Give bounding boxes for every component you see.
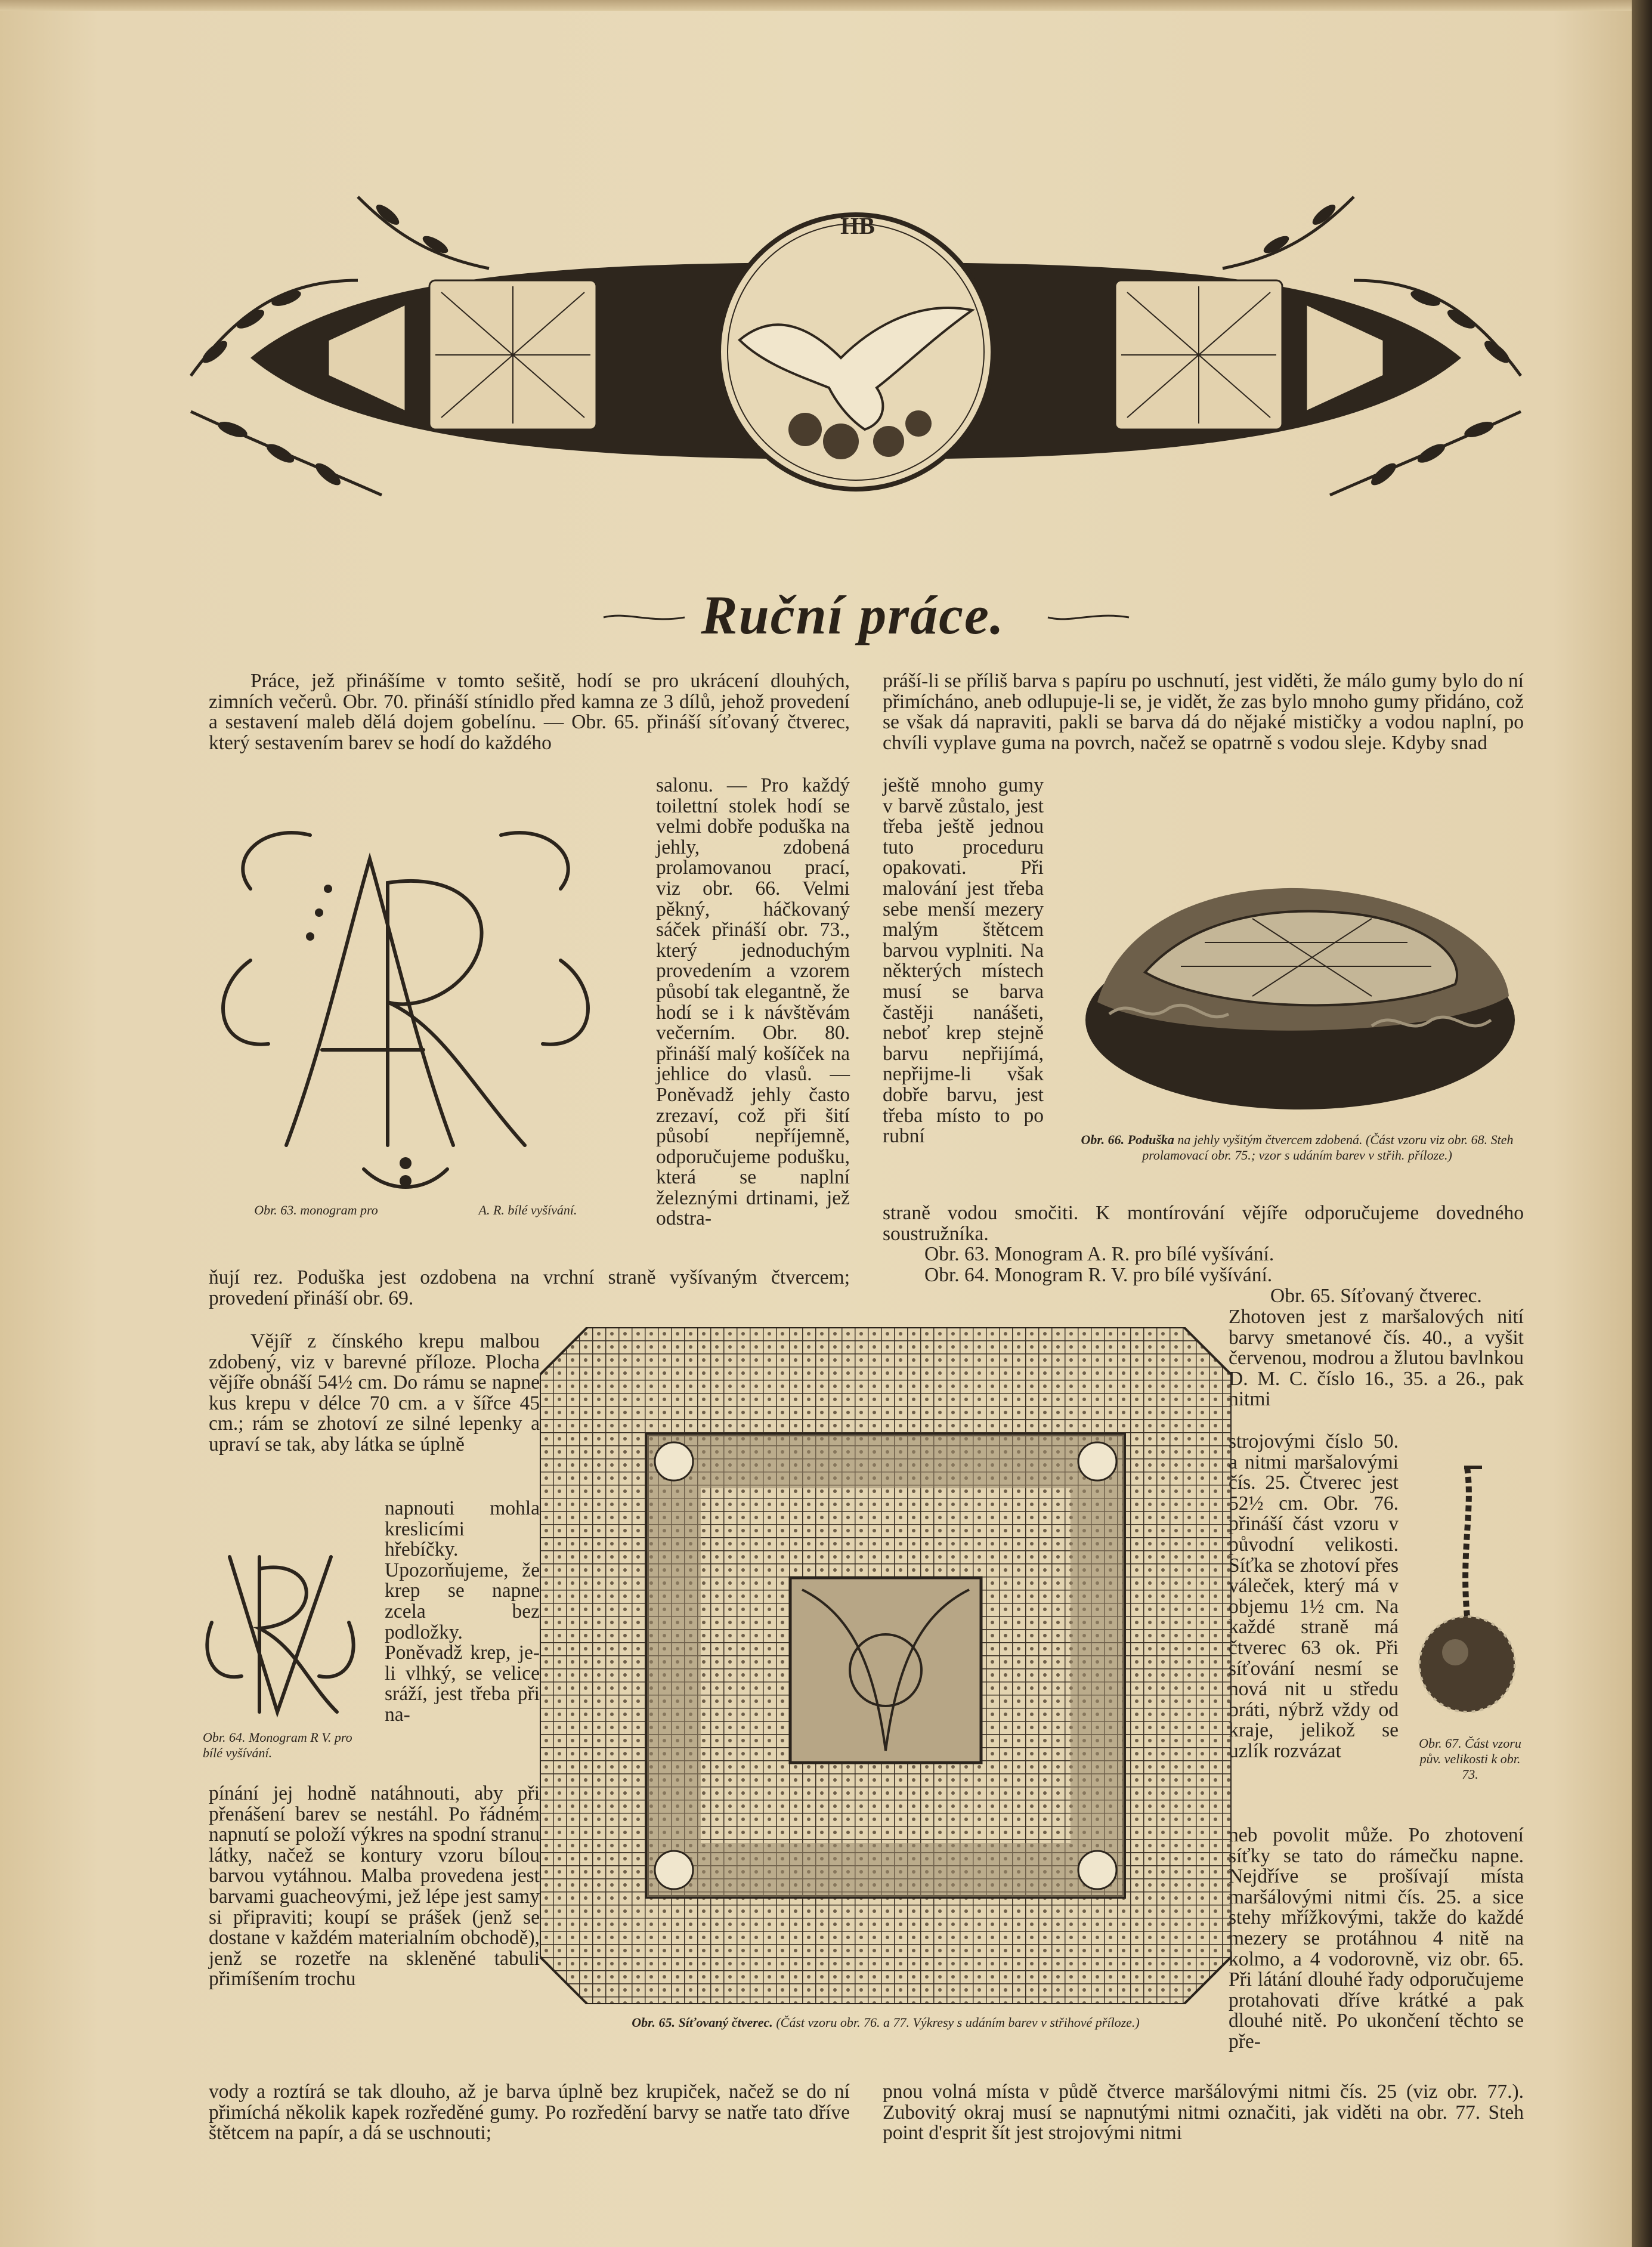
figure-65-netted-square — [540, 1327, 1232, 2004]
right-text-top — [883, 671, 1524, 753]
right-text-obr65-lead — [1229, 1286, 1524, 1307]
left-paragraph-2: Vějíř z čínského krepu malbou zdobený, viz v barevné příloze. Plocha vějíře obnáší 54½ cm. Do rámu se napne kus krepu v délce 70 cm. a v šířce 45 cm.; rám se zhotoví ze silné lepenky a upraví se tak, aby látka se úplně — [209, 1330, 540, 1455]
header-ornament — [179, 161, 1533, 543]
left-text-narrow — [656, 775, 850, 1229]
netted-square-illustration — [540, 1327, 1232, 2004]
caption-figure-65 — [540, 2015, 1232, 2030]
right-text-narrow — [883, 775, 1044, 1147]
monogram-rv-illustration — [188, 1533, 373, 1730]
right-obr65-paragraph-cont: strojovými číslo 50. a nitmi maršalovými čís. 25. Čtverec jest 52½ cm. Obr. 76. přináší část vzoru v původní velikosti. Síťka se zhotoví přes váleček, který má v objemu 1½ cm. Na každé straně má čtverec 63 ok. Při síťování nesmí se nová nit u středu bráti, nýbrž vždy od kraje, jelikož se uzlík rozvázat — [1229, 1430, 1399, 1762]
left-text-lower — [209, 1784, 540, 1990]
caption-figure-64: Obr. 64. Monogram R V. pro bílé vyšívání. — [203, 1730, 352, 1760]
monogram-ar-illustration — [191, 811, 620, 1199]
left-text-beside-monogram — [385, 1498, 540, 1726]
right-text-obr64 — [883, 1265, 1524, 1286]
caption-figure-66-bold: Obr. 66. Poduška — [1081, 1132, 1174, 1147]
left-paragraph-2-end: vody a roztírá se tak dlouho, až je barva úplně bez krupiček, načež se do ní přimíchá několik kapek rozředěné gumy. Po rozředění barvy se natře tato dříve štětcem na papír, a dá se uschnouti; — [209, 2081, 850, 2144]
left-text-bottom — [209, 2082, 850, 2144]
figure-66-pincushion — [1074, 847, 1527, 1121]
left-paragraph-2-cont: napnouti mohla kreslicími hřebíčky. Upozorňujeme, že krep se napne zcela bez podložky. Poněvadž krep, je-li vlhký, se velice sráží, jest třeba při na- — [385, 1497, 540, 1726]
figure-64-monogram-rv — [188, 1533, 373, 1730]
right-obr64-line: Obr. 64. Monogram R. V. pro bílé vyšívání. — [924, 1264, 1273, 1286]
left-text-vejir — [209, 1331, 540, 1455]
right-paragraph-1: práší-li se příliš barva s papíru po uschnutí, jest viděti, že málo gumy bylo do ní přimícháno, aneb odlupuje-li se, je vidět, že zas bylo mnoho gumy přidáno, což se však dá napraviti, pakli se barva dá do nějaké mističky a vodou naplní, po chvíli vyplave guma na povrch, načež se opatrně s vodou sleje. Kdyby snad — [883, 670, 1524, 754]
right-text-wide — [883, 1203, 1524, 1244]
caption-figure-65-bold: Obr. 65. Síťovaný čtverec. — [632, 2015, 773, 2030]
left-paragraph-1-cont: salonu. — Pro každý toilettní stolek hodí se velmi dobře poduška na jehly, zdobená prolamovanou prací, viz obr. 66. Velmi pěkný, háčkovaný sáček přináší obr. 73., který jednoduchým provedením a vzorem působí tak elegantně, že hodí se i k návštěvám večerním. Obr. 80. přináší malý košíček na jehlice do vlasů. — Poněvadž jehly často zrezaví, což při šití působí nepříjemně, odporučujeme podušku, která se naplní železnými drtinami, jež odstra- — [656, 774, 850, 1230]
pincushion-illustration — [1074, 847, 1527, 1121]
page-title: Ruční práce. — [701, 585, 1005, 645]
left-paragraph-1-end: ňují rez. Poduška jest ozdobena na vrchní straně vyšívaným čtvercem; provedení přináší obr. 69. — [209, 1266, 850, 1309]
right-paragraph-last: pnou volná místa v půdě čtverce maršálovými nitmi čís. 25 (viz obr. 77.). Zubovitý okraj musí se napnutými nitmi označiti, jak viděti na obr. 77. Steh point d'esprit šít jest strojovými nitmi — [883, 2081, 1524, 2144]
header-monogram: HB — [840, 212, 875, 239]
caption-figure-63-left: Obr. 63. monogram pro — [254, 1203, 378, 1217]
right-text-narrow-2 — [1229, 1432, 1399, 1762]
right-paragraph-1-end: straně vodou smočiti. K montírování vějíře odporučujeme dovedného soustružníka. — [883, 1202, 1524, 1245]
right-text-obr63 — [883, 1244, 1524, 1265]
left-paragraph-1: Práce, jež přinášíme v tomto sešitě, hodí se pro ukrácení dlouhých, zimních večerů. Obr. 70. přináší stínidlo před kamna ze 3 dílů, jehož provedení a sestavení maleb dělá dojem gobelínu. — Obr. 65. přináší síťovaný čtverec, který sestavením barev se hodí do každého — [209, 670, 850, 754]
right-text-rest — [1229, 1825, 1524, 2053]
caption-figure-63-right: A. R. bílé vyšívání. — [478, 1203, 577, 1217]
page-top-edge — [0, 0, 1652, 11]
caption-figure-65-rest: (Část vzoru obr. 76. a 77. Výkresy s udáním barev v střihové příloze.) — [776, 2015, 1140, 2030]
right-obr65-paragraph: Zhotoven jest z maršalových nití barvy smetanové čís. 40., a vyšit červenou, modrou a žlutou bavlnkou D. M. C. číslo 16., 35. a 26., pak nitmi — [1229, 1306, 1524, 1411]
left-paragraph-2-cont2: pínání jej hodně natáhnouti, aby při přenášení barev se nestáhl. Po řádném napnutí se položí výkres na spodní stranu látky, načež se kontury vzoru bílou barvou vytáhnou. Malba provedena jest barvami guacheovými, jež lépe jest samy si připraviti; koupí se prášek (jenž se dostane v každém materialním obchodě), jenž se rozetře na skleněné tabuli přimíšením trochu — [209, 1782, 540, 1991]
crochet-bag-illustration — [1413, 1461, 1521, 1724]
right-text-bottom — [883, 2082, 1524, 2144]
right-text-obr65-body — [1229, 1307, 1524, 1410]
right-obr63-line: Obr. 63. Monogram A. R. pro bílé vyšívání. — [924, 1243, 1274, 1265]
page-binding-edge — [1632, 0, 1652, 2247]
caption-figure-66-rest: na jehly vyšitým čtvercem zdobená. (Část vzoru viz obr. 68. Steh prolamovací obr. 75.; vzor s udáním barev v střih. příloze.) — [1142, 1132, 1514, 1163]
right-obr65-lead: Obr. 65. Síťovaný čtverec. — [1270, 1285, 1482, 1307]
figure-63-monogram-ar — [191, 811, 620, 1199]
caption-figure-67: Obr. 67. Část vzoru pův. velikosti k obr. 73. — [1419, 1736, 1521, 1782]
right-paragraph-1-cont: ještě mnoho gumy v barvě zůstalo, jest třeba ještě jednou tuto proceduru opakovati. Při malování jest třeba sebe menší mezery malým štětcem barvou vyplniti. Na některých místech musí se barva častěji nanášeti, neboť krep stejně barvu nepřijímá, nepřijme-li však dobře barvu, jest třeba místo to po rubní — [883, 774, 1044, 1148]
caption-figure-66 — [1068, 1132, 1527, 1163]
figure-67-crochet-bag — [1413, 1461, 1521, 1724]
title-right-flourish — [1047, 608, 1130, 626]
left-text-intro — [209, 671, 850, 753]
left-text-wide — [209, 1268, 850, 1309]
right-obr65-paragraph-end: neb povolit může. Po zhotovení síťky se tato do rámečku napne. Nejdříve se prošívají místa maršálovými nitmi čís. 25. a sice stehy mřížkovými, takže do každé mezery se protáhnou 4 nitě na kolmo, a 4 vodorovně, viz obr. 65. Při látání dlouhé řady odporučujeme protahovati dříve krátké a pak dlouhé nitě. Po ukončení těchto se pře- — [1229, 1824, 1524, 2053]
